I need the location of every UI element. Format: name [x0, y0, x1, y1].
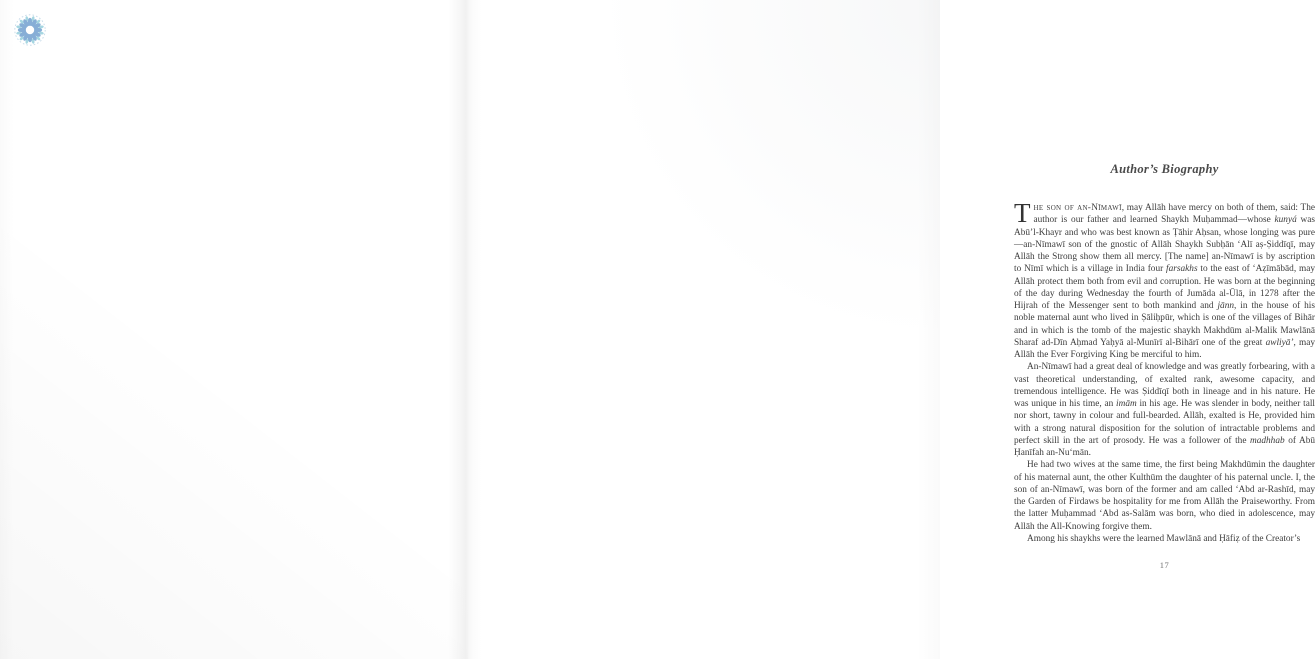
text-run: to the east of ‘Aẓīmābād, may Allāh protect them both from evil and corruption. He was born at the beginning of the day during Wednesday the fourth of Jumāda al-Ūlā, in 1278 after the Hijrah of the Messenger sent to both mankind and — [1014, 264, 1315, 311]
chapter-title: Author’s Biography — [1110, 162, 1219, 176]
paragraph — [1014, 361, 1315, 459]
text-run: of Abū Ḥanīfah an-Nu‘mān. — [1014, 435, 1315, 458]
italic-term: awliyā’ — [1265, 337, 1294, 348]
app-logo-button[interactable] — [12, 12, 48, 48]
text-run: He had two wives at the same time, the first being Makhdūmin the daughter of his maternal aunt, the other Kulthūm the daughter of his paternal uncle. I, the son of an-Nīmawī, was born of the former and am called ‘Abd ar-Rashīd, may the Garden of Firdaws be hospitality for me from Allāh the Praiseworthy. From the latter Muḥammad ‘Abd as-Salām was born, who died in adolescence, may Allāh the All-Knowing forgive them. — [1014, 460, 1315, 532]
text-run: was Abū’l-Khayr and who was best known as Ṭāhir Aḥsan, whose longing was pure—an-Nīmawī son of the gnostic of Allāh Shaykh Subḥān ‘Alī aṣ-Ṣiddīqī, may Allāh the Strong show them all mercy. [The name] an-Nīmawī is by ascription to Nīmī which is a village in India four — [1014, 215, 1315, 275]
body-text — [1014, 198, 1315, 545]
right-page — [468, 0, 1315, 659]
paragraph — [1014, 459, 1315, 533]
text-run: Among his shaykhs were the learned Mawlānā and Ḥāfiẓ of the Creator’s — [1027, 533, 1301, 544]
italic-term: imām — [1116, 399, 1137, 409]
paragraph — [1014, 198, 1315, 361]
rosette-ornament-icon — [12, 12, 48, 48]
text-run: , may Allāh the Ever Forgiving King be merciful to him. — [1014, 337, 1315, 360]
text-run: An-Nīmawī had a great deal of knowledge and was greatly forbearing, with a vast theoretical understanding, of exalted rank, awesome capacity, and tremendous intelligence. He was Ṣiddīqī both in lineage and in his nature. He was unique in his time, an — [1014, 362, 1315, 409]
italic-term: madhhab — [1250, 435, 1285, 446]
italic-term: kunyá — [1274, 215, 1297, 226]
small-caps-lead: he son of an-Nīmawī — [1033, 203, 1122, 213]
italic-term: farsakhs — [1166, 264, 1198, 275]
paragraph — [1014, 533, 1315, 545]
drop-cap: T — [1014, 198, 1031, 228]
text-run: in his age. He was slender in body, neither tall nor short, tawny in colour and full-bearded. Allāh, exalted is He, provided him with a strong natural disposition for the solution of intractable problems and perfect skill in the art of prosody. He was a follower of the — [1014, 399, 1315, 446]
left-page — [0, 0, 468, 659]
text-run: , in the house of his noble maternal aunt who lived in Ṣāliḥpūr, which is one of the villages of Bihār and in which is the tomb of the majestic shaykh Makhdūm al-Malik Mawlānā Sharaf ad-Dīn Aḥmad Yaḥyā al-Munīrī al-Bihārī one of the great — [1014, 301, 1315, 348]
italic-term: jānn — [1217, 301, 1234, 311]
page-number: 17 — [1159, 560, 1170, 570]
text-run: , may Allāh have mercy on both of them, said: The author is our father and learned Shaykh Muḥammad—whose — [1033, 203, 1315, 226]
